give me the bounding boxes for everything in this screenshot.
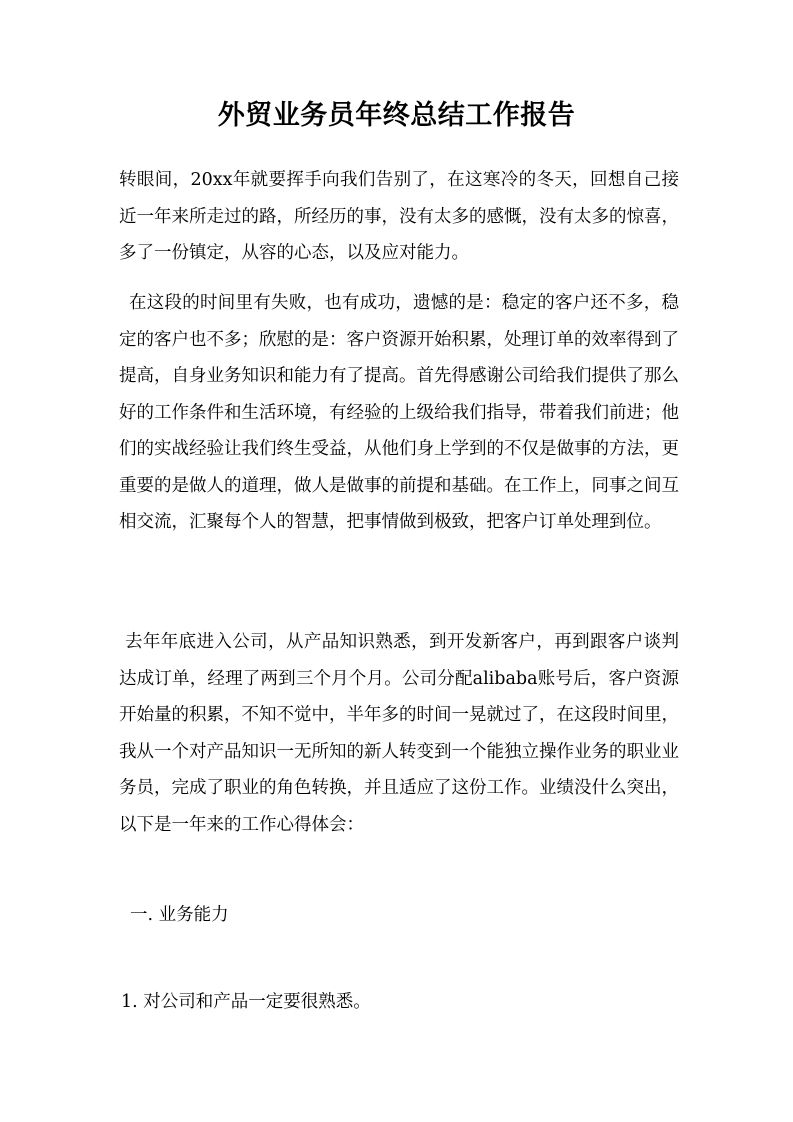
paragraph-intro: 转眼间，20xx年就要挥手向我们告别了，在这寒冷的冬天，回想自己接近一年来所走过的路，所经历的事，没有太多的感慨，没有太多的惊喜，多了一份镇定，从容的心态，以及应对能力。 bbox=[119, 170, 679, 263]
document-title: 外贸业务员年终总结工作报告 bbox=[217, 100, 576, 131]
list-item-familiarity: 1. 对公司和产品一定要很熟悉。 bbox=[121, 992, 371, 1012]
paragraph-gratitude: 在这段的时间里有失败，也有成功，遗憾的是：稳定的客户还不多，稳定的客户也不多；欣慰的是：客户资源开始积累，处理订单的效率得到了提高，自身业务知识和能力有了提高。首先得感谢公司给我们提供了那么好的工作条件和生活环境，有经验的上级给我们指导，带着我们前进；他们的实战经验让我们终生受益，从他们身上学到的不仅是做事的方法，更重要的是做人的道理，做人是做事的前提和基础。在工作上，同事之间互相交流，汇聚每个人的智慧，把事情做到极致，把客户订单处理到位。 bbox=[119, 293, 679, 532]
section-heading-business-ability: 一. 业务能力 bbox=[130, 905, 229, 925]
paragraph-experience: 去年年底进入公司，从产品知识熟悉，到开发新客户，再到跟客户谈判达成订单，经理了两到三个月个月。公司分配alibaba账号后，客户资源开始量的积累，不知不觉中，半年多的时间一晃就过了，在这段时间里，我从一个对产品知识一无所知的新人转变到一个能独立操作业务的职业业务员，完成了职业的角色转换，并且适应了这份工作。业绩没什么突出，以下是一年来的工作心得体会： bbox=[119, 632, 679, 835]
